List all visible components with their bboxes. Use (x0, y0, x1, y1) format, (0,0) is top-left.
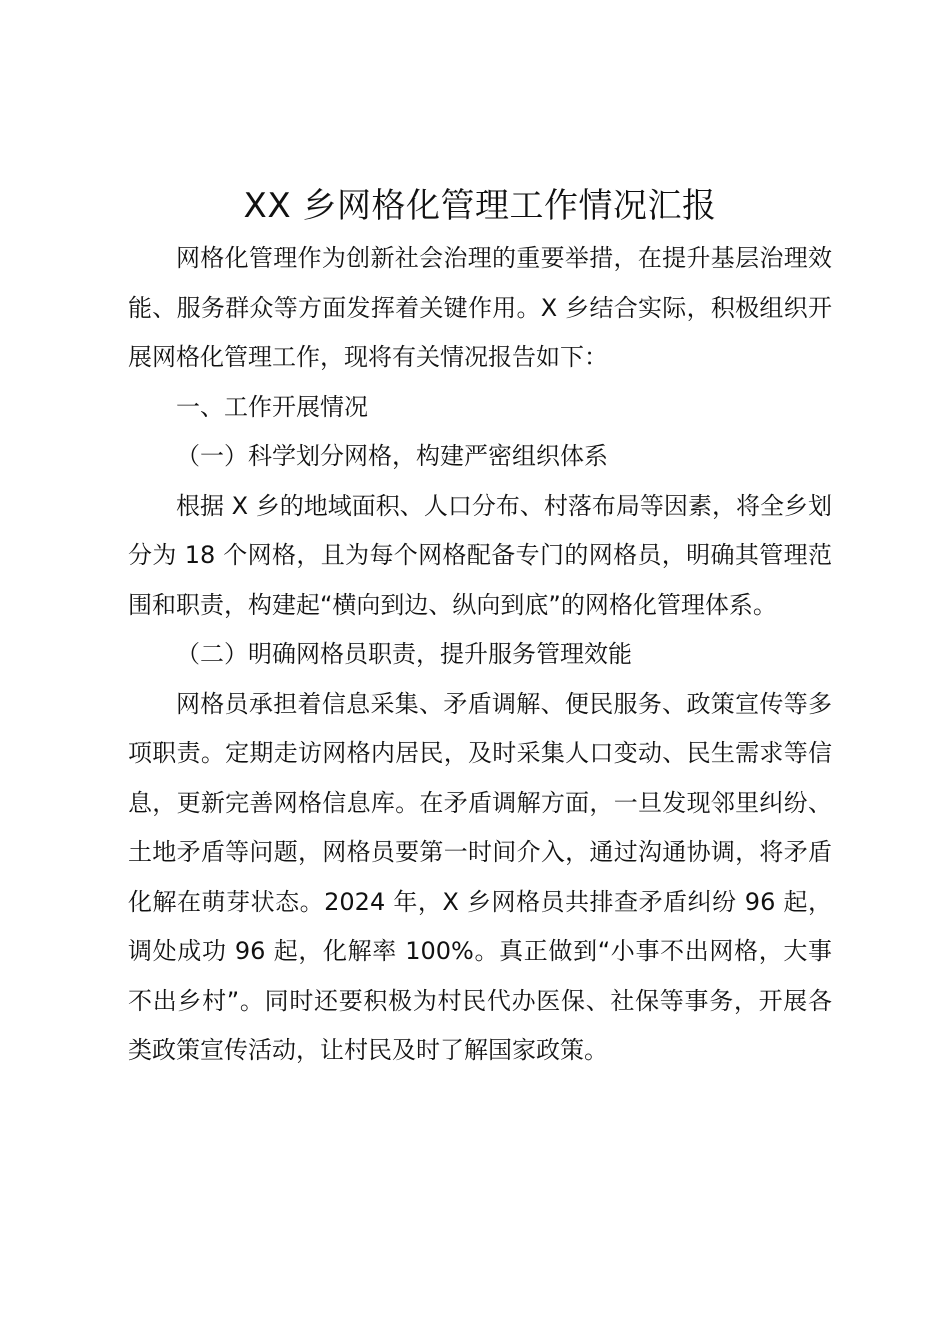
grid-division-paragraph: 根据 X 乡的地域面积、人口分布、村落布局等因素，将全乡划分为 18 个网格，且为每个网格配备专门的网格员，明确其管理范围和职责，构建起“横向到边、纵向到底”的网格化管理体系。 (128, 491, 832, 619)
intro-paragraph: 网格化管理作为创新社会治理的重要举措，在提升基层治理效能、服务群众等方面发挥着关键作用。X 乡结合实际，积极组织开展网格化管理工作，现将有关情况报告如下： (128, 244, 832, 371)
grid-staff-duties-paragraph: 网格员承担着信息采集、矛盾调解、便民服务、政策宣传等多项职责。定期走访网格内居民，及时采集人口变动、民生需求等信息，更新完善网格信息库。在矛盾调解方面，一旦发现邻里纠纷、土地矛盾等问题，网格员要第一时间介入，通过沟通协调，将矛盾化解在萌芽状态。2024 年，X 乡网格员共排查矛盾纠纷 96 起，调处成功 96 起，化解率 100%。真正做到“小事不出网格，大事不出乡村”。同时还要积极为村民代办医保、社保等事务，开展各类政策宣传活动，让村民及时了解国家政策。 (128, 689, 832, 1064)
section-heading-work-progress: 一、工作开展情况 (176, 392, 368, 421)
document-title: XX 乡网格化管理工作情况汇报 (243, 186, 717, 226)
subsection-heading-grid-division: （一）科学划分网格，构建严密组织体系 (176, 442, 608, 470)
subsection-heading-grid-staff-duties: （二）明确网格员职责，提升服务管理效能 (176, 640, 632, 668)
document-body (128, 178, 832, 1076)
